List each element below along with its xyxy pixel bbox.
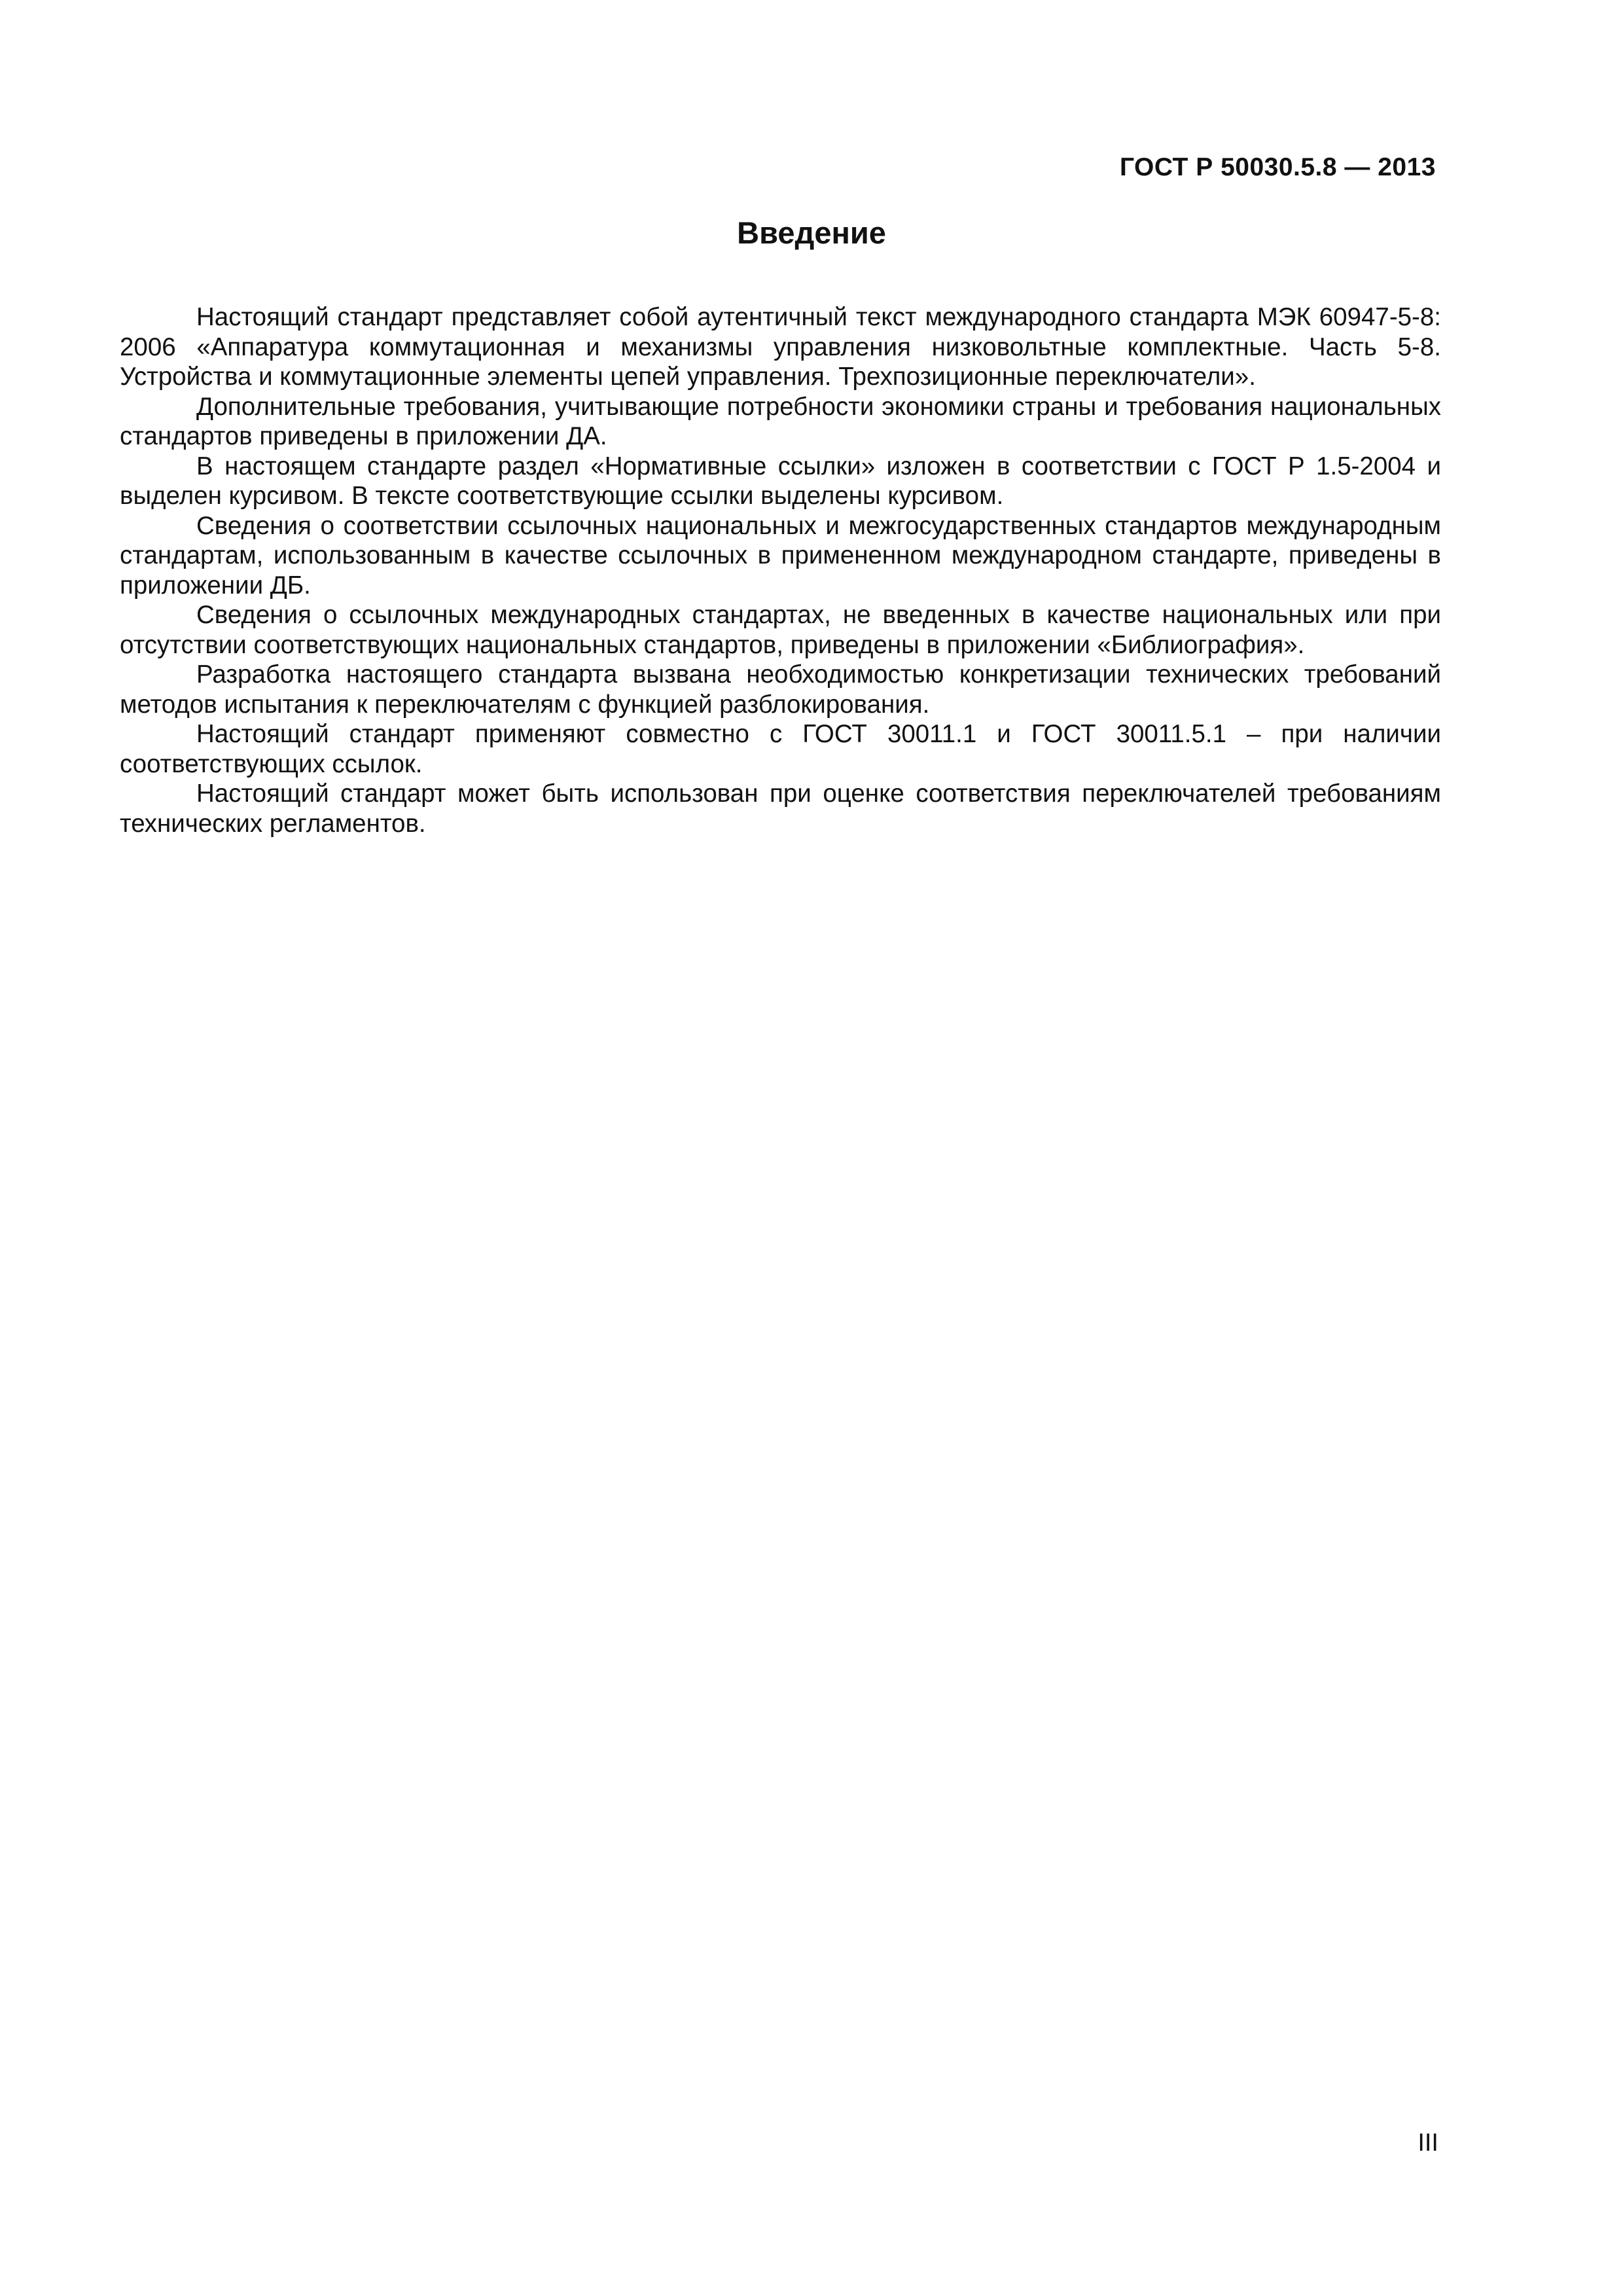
paragraph: Дополнительные требования, учитывающие потребности экономики страны и требования национальных стандартов приведены в приложении ДА. <box>120 392 1441 450</box>
document-code: ГОСТ Р 50030.5.8 — 2013 <box>1119 153 1436 181</box>
paragraph: Настоящий стандарт представляет собой аутентичный текст международного стандарта МЭК 60947-5-8: 2006 «Аппаратура коммутационная и механизмы управления низковольтные комплектные. Часть 5-8. Устройства и коммутационные элементы цепей управления. Трехпозиционные переключатели». <box>120 303 1441 391</box>
paragraph: Разработка настоящего стандарта вызвана необходимостью конкретизации технических требований методов испытания к переключателям с функцией разблокирования. <box>120 660 1441 719</box>
body-text <box>120 302 1441 838</box>
paragraph: В настоящем стандарте раздел «Нормативные ссылки» изложен в соответствии с ГОСТ Р 1.5-2004 и выделен курсивом. В тексте соответствующие ссылки выделены курсивом. <box>120 452 1441 510</box>
paragraph: Настоящий стандарт применяют совместно с ГОСТ 30011.1 и ГОСТ 30011.5.1 – при наличии соответствующих ссылок. <box>120 720 1441 778</box>
paragraph: Сведения о соответствии ссылочных национальных и межгосударственных стандартов международным стандартам, использованным в качестве ссылочных в примененном международном стандарте, приведены в приложении ДБ. <box>120 511 1441 600</box>
paragraph: Сведения о ссылочных международных стандартах, не введенных в качестве национальных или при отсутствии соответствующих национальных стандартов, приведены в приложении «Библиография». <box>120 601 1441 659</box>
paragraph: Настоящий стандарт может быть использован при оценке соответствия переключателей требованиям технических регламентов. <box>120 780 1441 838</box>
section-title: Введение <box>737 215 886 250</box>
page-number: III <box>1418 2129 1438 2157</box>
